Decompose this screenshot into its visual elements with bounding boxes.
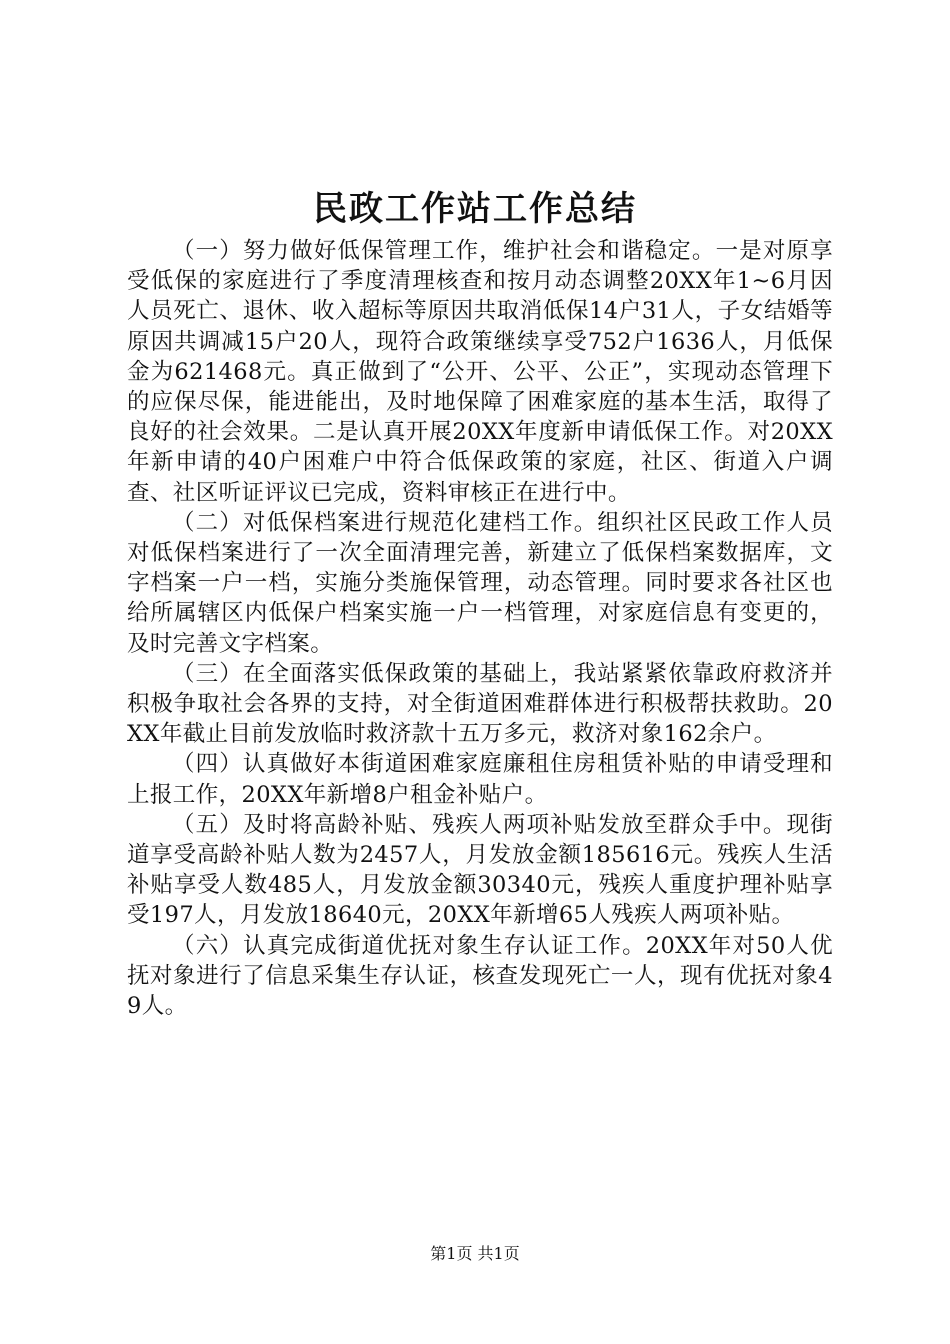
paragraph-5: （五）及时将高龄补贴、残疾人两项补贴发放至群众手中。现街道享受高龄补贴人数为2457人，月发放金额185616元。残疾人生活补贴享受人数485人，月发放金额30340元，残疾人重度护理补贴享受197人，月发放18640元，20XX年新增65人残疾人两项补贴。	[127, 811, 833, 929]
paragraph-2: （二）对低保档案进行规范化建档工作。组织社区民政工作人员对低保档案进行了一次全面清理完善，新建立了低保档案数据库，文字档案一户一档，实施分类施保管理，动态管理。同时要求各社区也给所属辖区内低保户档案实施一户一档管理，对家庭信息有变更的，及时完善文字档案。	[127, 509, 833, 657]
document-body	[127, 236, 833, 1021]
paragraph-4: （四）认真做好本街道困难家庭廉租住房租赁补贴的申请受理和上报工作，20XX年新增8户租金补贴户。	[127, 751, 833, 808]
paragraph-1: （一）努力做好低保管理工作，维护社会和谐稳定。一是对原享受低保的家庭进行了季度清理核查和按月动态调整20XX年1~6月因人员死亡、退休、收入超标等原因共取消低保14户31人，子女结婚等原因共调减15户20人，现符合政策继续享受752户1636人，月低保金为621468元。真正做到了“公开、公平、公正”，实现动态管理下的应保尽保，能进能出，及时地保障了困难家庭的基本生活，取得了良好的社会效果。二是认真开展20XX年度新申请低保工作。对20XX年新申请的40户困难户中符合低保政策的家庭，社区、街道入户调查、社区听证评议已完成，资料审核正在进行中。	[127, 238, 833, 506]
paragraph-6: （六）认真完成街道优抚对象生存认证工作。20XX年对50人优抚对象进行了信息采集生存认证，核查发现死亡一人，现有优抚对象49人。	[127, 932, 833, 1020]
page-footer: 第1页 共1页	[430, 1244, 520, 1263]
document-title: 民政工作站工作总结	[313, 189, 637, 229]
paragraph-3: （三）在全面落实低保政策的基础上，我站紧紧依靠政府救济并积极争取社会各界的支持，对全街道困难群体进行积极帮扶救助。20XX年截止目前发放临时救济款十五万多元，救济对象162余户。	[127, 660, 833, 748]
